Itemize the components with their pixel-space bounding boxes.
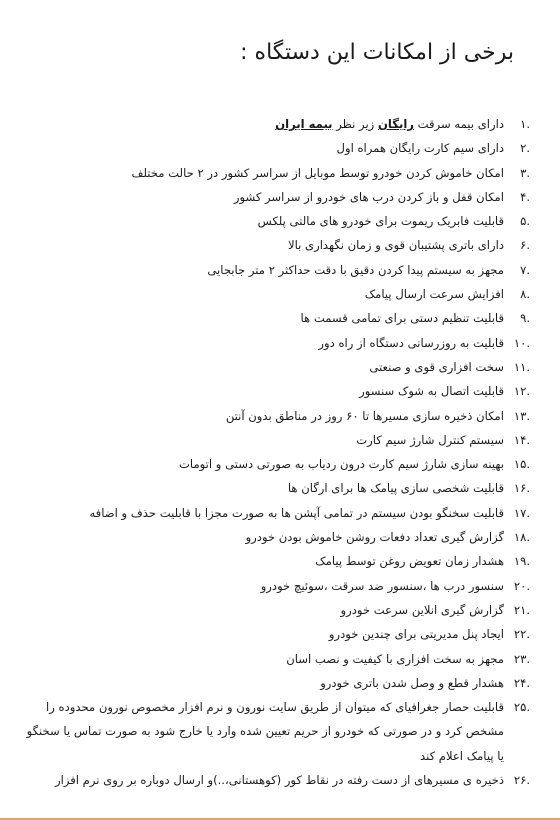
list-item: [0, 574, 560, 598]
list-item-text: قابلیت تنظیم دستی برای تمامی قسمت ها: [300, 311, 504, 326]
emphasized-text: رایگان: [377, 117, 414, 131]
list-item: [0, 671, 560, 695]
list-item-number: .۱۹: [513, 554, 530, 569]
list-item-text: امکان قفل و باز کردن درب های خودرو از سراسر کشور: [233, 189, 504, 204]
list-item: [0, 501, 560, 525]
list-item-number: .۵: [520, 214, 530, 229]
list-item-text: قابلیت به روزرسانی دستگاه از راه دور: [318, 335, 504, 350]
list-item-number: .۱۶: [513, 481, 530, 496]
list-item: [0, 379, 560, 403]
list-item-text: سخت افزاری قوی و صنعتی: [369, 359, 504, 374]
list-item-number: .۲۳: [513, 651, 530, 666]
list-item-number: .۴: [520, 189, 530, 204]
list-item-text: گزارش گیری انلاین سرعت خودرو: [340, 602, 504, 617]
list-item-number: .۲۵: [513, 700, 530, 715]
list-item-text: امکان ذخیره سازی مسیرها تا ۶۰ روز در مناطق بدون آنتن: [225, 408, 504, 423]
list-item-number: .۸: [520, 287, 530, 302]
list-item-number: .۱۸: [513, 530, 530, 545]
list-item-number: .۲۲: [513, 627, 530, 642]
list-item-text: سنسور درب ها ،سنسور ضد سرقت ،سوئیچ خودرو: [260, 578, 504, 593]
list-item-text: ذخیره ی مسیرهای از دست رفته در نقاط کور (کوهستانی،..)و ارسال دوباره بر روی نرم افزار: [55, 773, 504, 788]
list-item-text: دارای سیم کارت رایگان همراه اول: [336, 141, 504, 156]
list-item: [0, 258, 560, 282]
list-item: [0, 622, 560, 646]
list-item: [0, 355, 560, 379]
list-item: [0, 695, 560, 768]
list-item-number: .۱۳: [513, 408, 530, 423]
list-item: [0, 768, 560, 792]
list-item: [0, 428, 560, 452]
list-item-number: .۶: [520, 238, 530, 253]
list-item-number: .۲۴: [513, 675, 530, 690]
list-item-text: قابلیت سخنگو بودن سیستم در تمامی آپشن ها به صورت مجزا با قابلیت حذف و اضافه: [89, 505, 504, 520]
list-item: [0, 549, 560, 573]
list-item: [0, 404, 560, 428]
list-item: [0, 282, 560, 306]
list-item-text: قابلیت فابریک ریموت برای خودرو های مالتی پلکس: [257, 214, 504, 229]
features-list: [0, 112, 560, 792]
list-item-number: .۹: [520, 311, 530, 326]
list-item-text: ایجاد پنل مدیریتی برای چندین خودرو: [328, 627, 504, 642]
list-item-text: گزارش گیری تعداد دفعات روشن خاموش بودن خودرو: [245, 530, 504, 545]
list-item-text: هشدار زمان تعویض روغن توسط پیامک: [315, 554, 504, 569]
list-item: [0, 161, 560, 185]
list-item-number: .۷: [520, 262, 530, 277]
list-item-text: هشدار قطع و وصل شدن باتری خودرو: [320, 675, 504, 690]
list-item: [0, 136, 560, 160]
list-item: [0, 647, 560, 671]
list-item-number: .۱۷: [513, 505, 530, 520]
list-item: [0, 331, 560, 355]
list-item-text: مجهز به سیستم پیدا کردن دقیق با دقت حداکثر ۲ متر جابجایی: [207, 262, 504, 277]
list-item: [0, 185, 560, 209]
list-item-text-part: زیر نظر: [332, 117, 378, 131]
list-item-number: .۱۱: [513, 359, 530, 374]
list-item-text: بهینه سازی شارژ سیم کارت درون ردیاب به صورتی دستی و اتومات: [179, 457, 504, 472]
list-item-text: افزایش سرعت ارسال پیامک: [364, 287, 504, 302]
list-item-number: .۲۱: [513, 602, 530, 617]
list-item-number: .۲۶: [513, 773, 530, 788]
list-item-number: .۲: [520, 141, 530, 156]
list-item-text: قابلیت اتصال به شوک سنسور: [359, 384, 504, 399]
list-item-number: .۱: [520, 117, 530, 131]
list-item: [0, 452, 560, 476]
list-item-number: .۱۴: [513, 432, 530, 447]
list-item-number: .۱۵: [513, 457, 530, 472]
page-title: برخی از امکانات این دستگاه :: [240, 40, 514, 65]
list-item: [0, 598, 560, 622]
list-item: [0, 112, 560, 136]
list-item-number: .۱۰: [513, 335, 530, 350]
list-item: [0, 525, 560, 549]
emphasized-text: بیمه ایران: [275, 117, 333, 131]
list-item: [0, 476, 560, 500]
list-item: [0, 306, 560, 330]
list-item-text: سیستم کنترل شارژ سیم کارت: [356, 432, 504, 447]
list-item-text: قابلیت حصار جغرافیای که میتوان از طریق سایت نورون و نرم افزار مخصوص نورون محدوده را مشخص کرد و در صورتی که خودرو از حریم تعیین شده وارد یا خارج شود به صورت تماس یا سخنگو یا پیامک اعلام کند: [26, 700, 504, 763]
list-item-text: مجهز به سخت افزاری با کیفیت و نصب اسان: [286, 651, 504, 666]
list-item-number: .۲۰: [513, 578, 530, 593]
list-item-text: قابلیت شخصی سازی پیامک ها برای ارگان ها: [287, 481, 504, 496]
list-item-text-part: دارای بیمه سرقت: [413, 117, 504, 131]
list-item-text: [275, 117, 504, 131]
list-item-number: .۳: [520, 165, 530, 180]
list-item-number: .۱۲: [513, 384, 530, 399]
list-item-text: دارای باتری پشتیبان قوی و زمان نگهداری بالا: [287, 238, 504, 253]
list-item: [0, 209, 560, 233]
list-item-text: امکان خاموش کردن خودرو توسط موبایل از سراسر کشور در ۲ حالت مختلف: [131, 165, 504, 180]
list-item: [0, 233, 560, 257]
